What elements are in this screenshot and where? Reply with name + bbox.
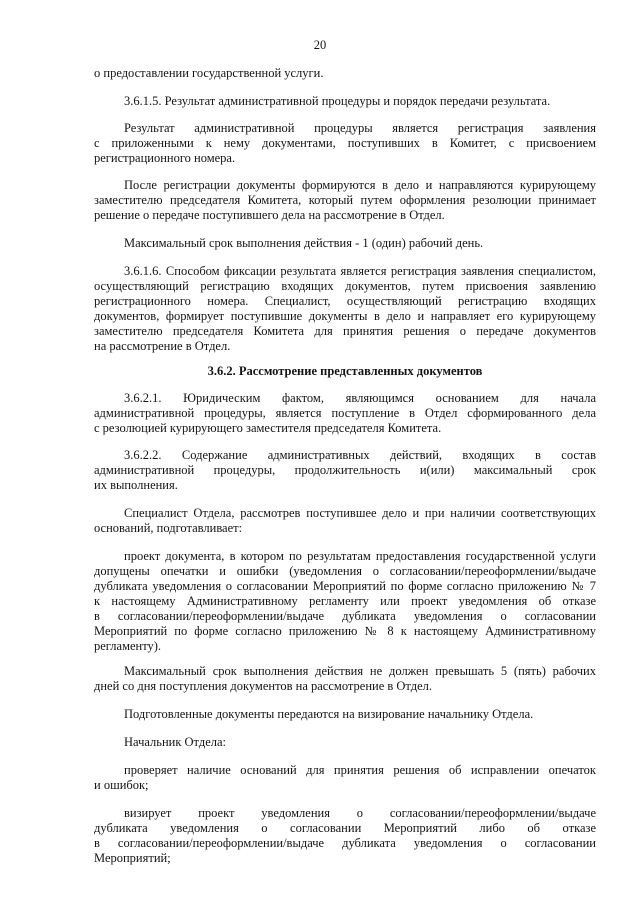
text-line: осуществляющий регистрацию входящих документов, путем присвоения заявлению bbox=[94, 279, 596, 293]
text-line: с приложенными к нему документами, поступивших в Комитет, с присвоением bbox=[94, 136, 596, 150]
text-line: 3.6.1.5. Результат административной процедуры и порядок передачи результата. bbox=[124, 94, 551, 108]
text-line: Начальник Отдела: bbox=[124, 735, 227, 749]
text-line: их выполнения. bbox=[94, 478, 178, 492]
text-line: в согласовании/переоформлении/выдаче дубликата уведомления о согласовании bbox=[94, 836, 596, 850]
page-number: 20 bbox=[313, 38, 327, 52]
text-line: Подготовленные документы передаются на визирование начальнику Отдела. bbox=[124, 707, 534, 721]
section-title: 3.6.2. Рассмотрение представленных документов bbox=[207, 364, 483, 378]
text-line: в согласовании/переоформлении/выдаче дубликата уведомления о согласовании bbox=[94, 609, 596, 623]
text-line: Максимальный срок выполнения действия - 1 (один) рабочий день. bbox=[124, 236, 484, 250]
text-line: проверяет наличие оснований для принятия решения об исправлении опечаток bbox=[124, 763, 596, 777]
text-line: Специалист Отдела, рассмотрев поступившее дело и при наличии соответствующих bbox=[124, 506, 596, 520]
text-line: Мероприятий; bbox=[94, 851, 171, 865]
text-line: допущены опечатки и ошибки (уведомления о согласовании/переоформлении/выдаче bbox=[94, 564, 596, 578]
text-line: После регистрации документы формируются в дело и направляются курирующему bbox=[124, 178, 596, 192]
text-line: 3.6.1.6. Способом фиксации результата является регистрация заявления специалистом, bbox=[124, 264, 596, 278]
text-line: с резолюцией курирующего заместителя председателя Комитета. bbox=[94, 421, 442, 435]
text-line: заместителю председателя Комитета, который путем оформления резолюции принимает bbox=[94, 193, 596, 207]
text-line: к настоящему Административному регламенту или проект уведомления об отказе bbox=[94, 594, 596, 608]
text-line: административной процедуры, является поступление в Отдел сформированного дела bbox=[94, 406, 596, 420]
text-line: регламенту). bbox=[94, 639, 162, 653]
text-line: на рассмотрение в Отдел. bbox=[94, 339, 231, 353]
text-line: проект документа, в котором по результатам предоставления государственной услуги bbox=[124, 549, 596, 563]
text-line: и ошибок; bbox=[94, 778, 149, 792]
text-line: заместителю председателя Комитета для принятия решения о передаче документов bbox=[94, 324, 596, 338]
text-line: регистрационного номера. Специалист, осуществляющий регистрацию входящих bbox=[94, 294, 596, 308]
text-line: дней со дня поступления документов на рассмотрение в Отдел. bbox=[94, 679, 432, 693]
text-line: 3.6.2.2. Содержание административных действий, входящих в состав bbox=[124, 448, 596, 462]
text-line: Максимальный срок выполнения действия не должен превышать 5 (пять) рабочих bbox=[124, 664, 596, 678]
text-line: административной процедуры, продолжительность и(или) максимальный срок bbox=[94, 463, 596, 477]
text-line: дубликата уведомления о согласовании Мероприятий либо об отказе bbox=[94, 821, 596, 835]
text-line: Результат административной процедуры является регистрация заявления bbox=[124, 121, 596, 135]
text-line: оснований, подготавливает: bbox=[94, 521, 243, 535]
text-line: о предоставлении государственной услуги. bbox=[94, 66, 324, 80]
text-line: документов, формирует поступившие документы в дело и направляет его курирующему bbox=[94, 309, 596, 323]
text-line: 3.6.2.1. Юридическим фактом, являющимся основанием для начала bbox=[124, 391, 596, 405]
text-line: регистрационного номера. bbox=[94, 151, 236, 165]
text-line: Мероприятий по форме согласно приложению № 8 к настоящему Административному bbox=[94, 624, 596, 638]
text-line: визирует проект уведомления о согласовании/переоформлении/выдаче bbox=[124, 806, 596, 820]
text-line: дубликата уведомления о согласовании Мероприятий по форме согласно приложению № 7 bbox=[94, 579, 596, 593]
text-line: решение о передаче поступившего дела на рассмотрение в Отдел. bbox=[94, 208, 445, 222]
